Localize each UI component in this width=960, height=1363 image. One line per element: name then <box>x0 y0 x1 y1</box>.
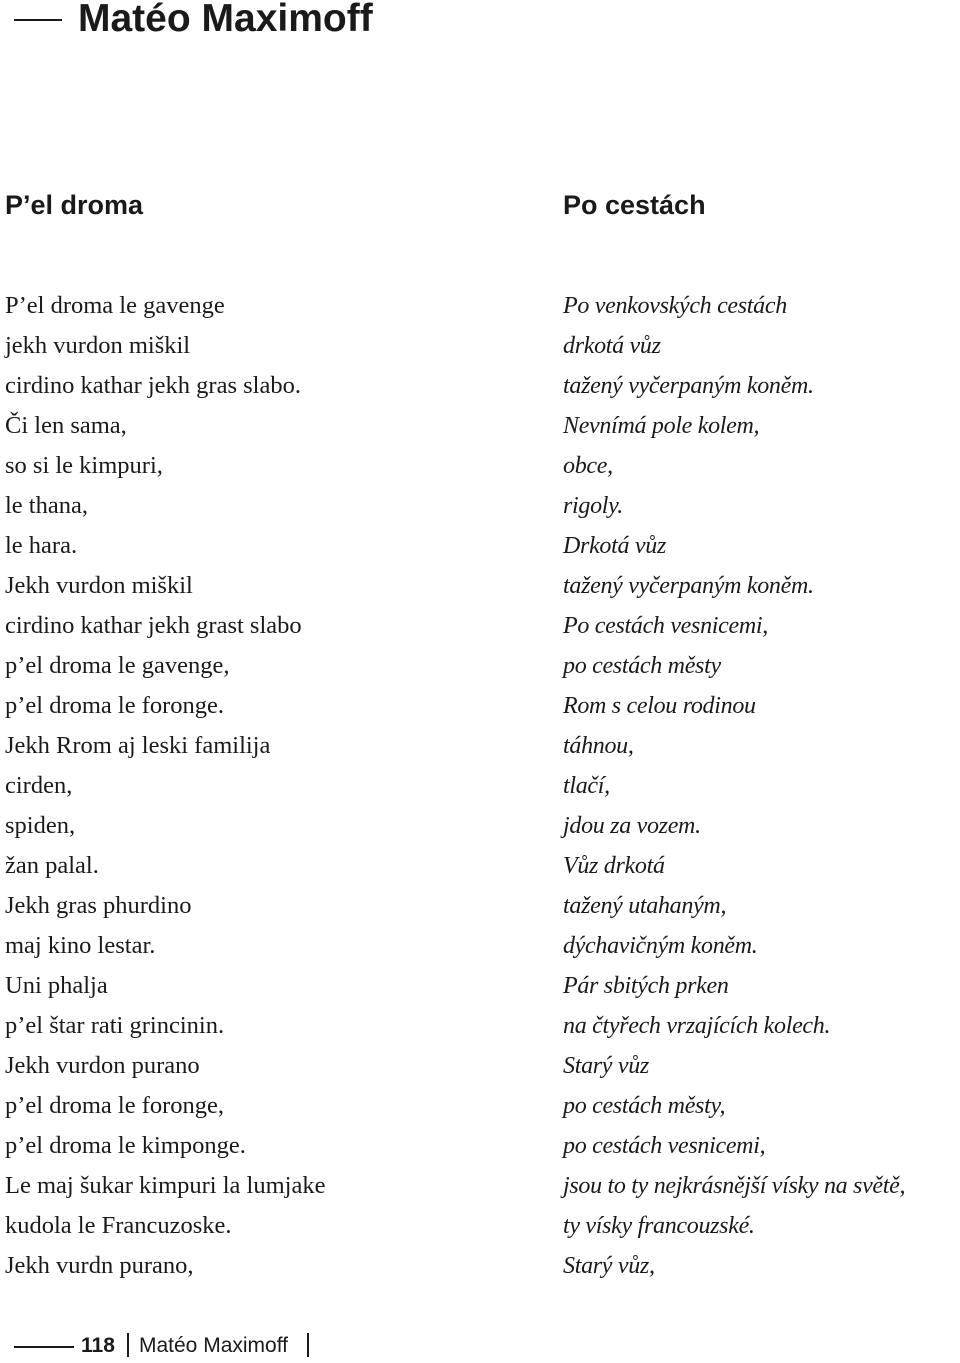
poem-line: táhnou, <box>563 733 634 759</box>
poem-line: dýchavičným koněm. <box>563 933 758 959</box>
poem-line: Jekh gras phurdino <box>5 892 192 919</box>
poem-czech <box>563 186 960 1286</box>
poem-line: Uni phalja <box>5 972 108 999</box>
poem-line: Jekh vurdn purano, <box>5 1252 194 1279</box>
poem-line: po cestách městy <box>563 653 721 679</box>
poem-line: Drkotá vůz <box>563 533 666 559</box>
poem-line: cirden, <box>5 772 73 799</box>
poem-line: Starý vůz, <box>563 1253 655 1279</box>
poem-line: p’el droma le kimponge. <box>5 1132 246 1159</box>
poem-line: Rom s celou rodinou <box>563 693 756 719</box>
poem-line: Le maj šukar kimpuri la lumjake <box>5 1172 326 1199</box>
poem-line: po cestách vesnicemi, <box>563 1133 766 1159</box>
poem-line: Pár sbitých prken <box>563 973 729 999</box>
author-title: Matéo Maximoff <box>78 0 373 40</box>
header-rule <box>14 19 62 21</box>
poem-line: po cestách městy, <box>563 1093 726 1119</box>
poem-title-romani: P’el droma <box>5 190 144 220</box>
poem-line: Po venkovských cestách <box>563 293 787 319</box>
poem-line: cirdino kathar jekh grast slabo <box>5 612 302 639</box>
poem-line: Jekh Rrom aj leski familija <box>5 732 271 759</box>
poem-line: Starý vůz <box>563 1053 649 1079</box>
poem-line: Nevnímá pole kolem, <box>563 413 760 439</box>
poem-line: p’el štar rati grincinin. <box>5 1012 225 1039</box>
poem-line: obce, <box>563 453 613 479</box>
running-author: Matéo Maximoff <box>139 1334 288 1357</box>
poem-line: Či len sama, <box>5 412 127 439</box>
poem-line: cirdino kathar jekh gras slabo. <box>5 372 301 399</box>
poem-title-czech: Po cestách <box>563 190 706 220</box>
poem-line: jekh vurdon miškil <box>5 332 191 359</box>
poem-romani <box>5 186 545 1286</box>
poem-line: Jekh vurdon purano <box>5 1052 200 1079</box>
poem-line: P’el droma le gavenge <box>5 292 225 319</box>
poem-line: Po cestách vesnicemi, <box>563 613 768 639</box>
poem-line: tažený vyčerpaným koněm. <box>563 373 814 399</box>
poem-line: maj kino lestar. <box>5 932 156 959</box>
poem-line: p’el droma le foronge, <box>5 1092 225 1119</box>
poem-line: tažený utahaným, <box>563 893 727 919</box>
footer-separator <box>127 1333 129 1357</box>
page-header <box>0 0 960 42</box>
poem-line: Jekh vurdon miškil <box>5 572 193 599</box>
poem-line: le thana, <box>5 492 88 519</box>
poem-line: kudola le Francuzoske. <box>5 1212 232 1239</box>
poem-line: spiden, <box>5 812 76 839</box>
footer-rule <box>14 1346 74 1348</box>
poem-line: ty vísky francouzské. <box>563 1213 755 1239</box>
poem-line: rigoly. <box>563 493 623 519</box>
page-number: 118 <box>81 1334 115 1357</box>
poem-line: na čtyřech vrzajících kolech. <box>563 1013 831 1039</box>
poem-line: tlačí, <box>563 773 610 799</box>
poem-line: so si le kimpuri, <box>5 452 163 479</box>
poem-lines-czech <box>563 286 960 1286</box>
poem-line: le hara. <box>5 532 78 559</box>
poem-line: Vůz drkotá <box>563 853 665 879</box>
poem-line: jdou za vozem. <box>563 813 701 839</box>
poem-line: p’el droma le foronge. <box>5 692 225 719</box>
poem-line: p’el droma le gavenge, <box>5 652 230 679</box>
poem-lines-romani <box>5 286 545 1286</box>
poem-line: jsou to ty nejkrásnější vísky na světě, <box>563 1173 906 1199</box>
poem-line: drkotá vůz <box>563 333 661 359</box>
poem-line: tažený vyčerpaným koněm. <box>563 573 814 599</box>
page-footer <box>0 1330 960 1362</box>
footer-separator <box>307 1333 309 1357</box>
poem-line: žan palal. <box>5 852 99 879</box>
